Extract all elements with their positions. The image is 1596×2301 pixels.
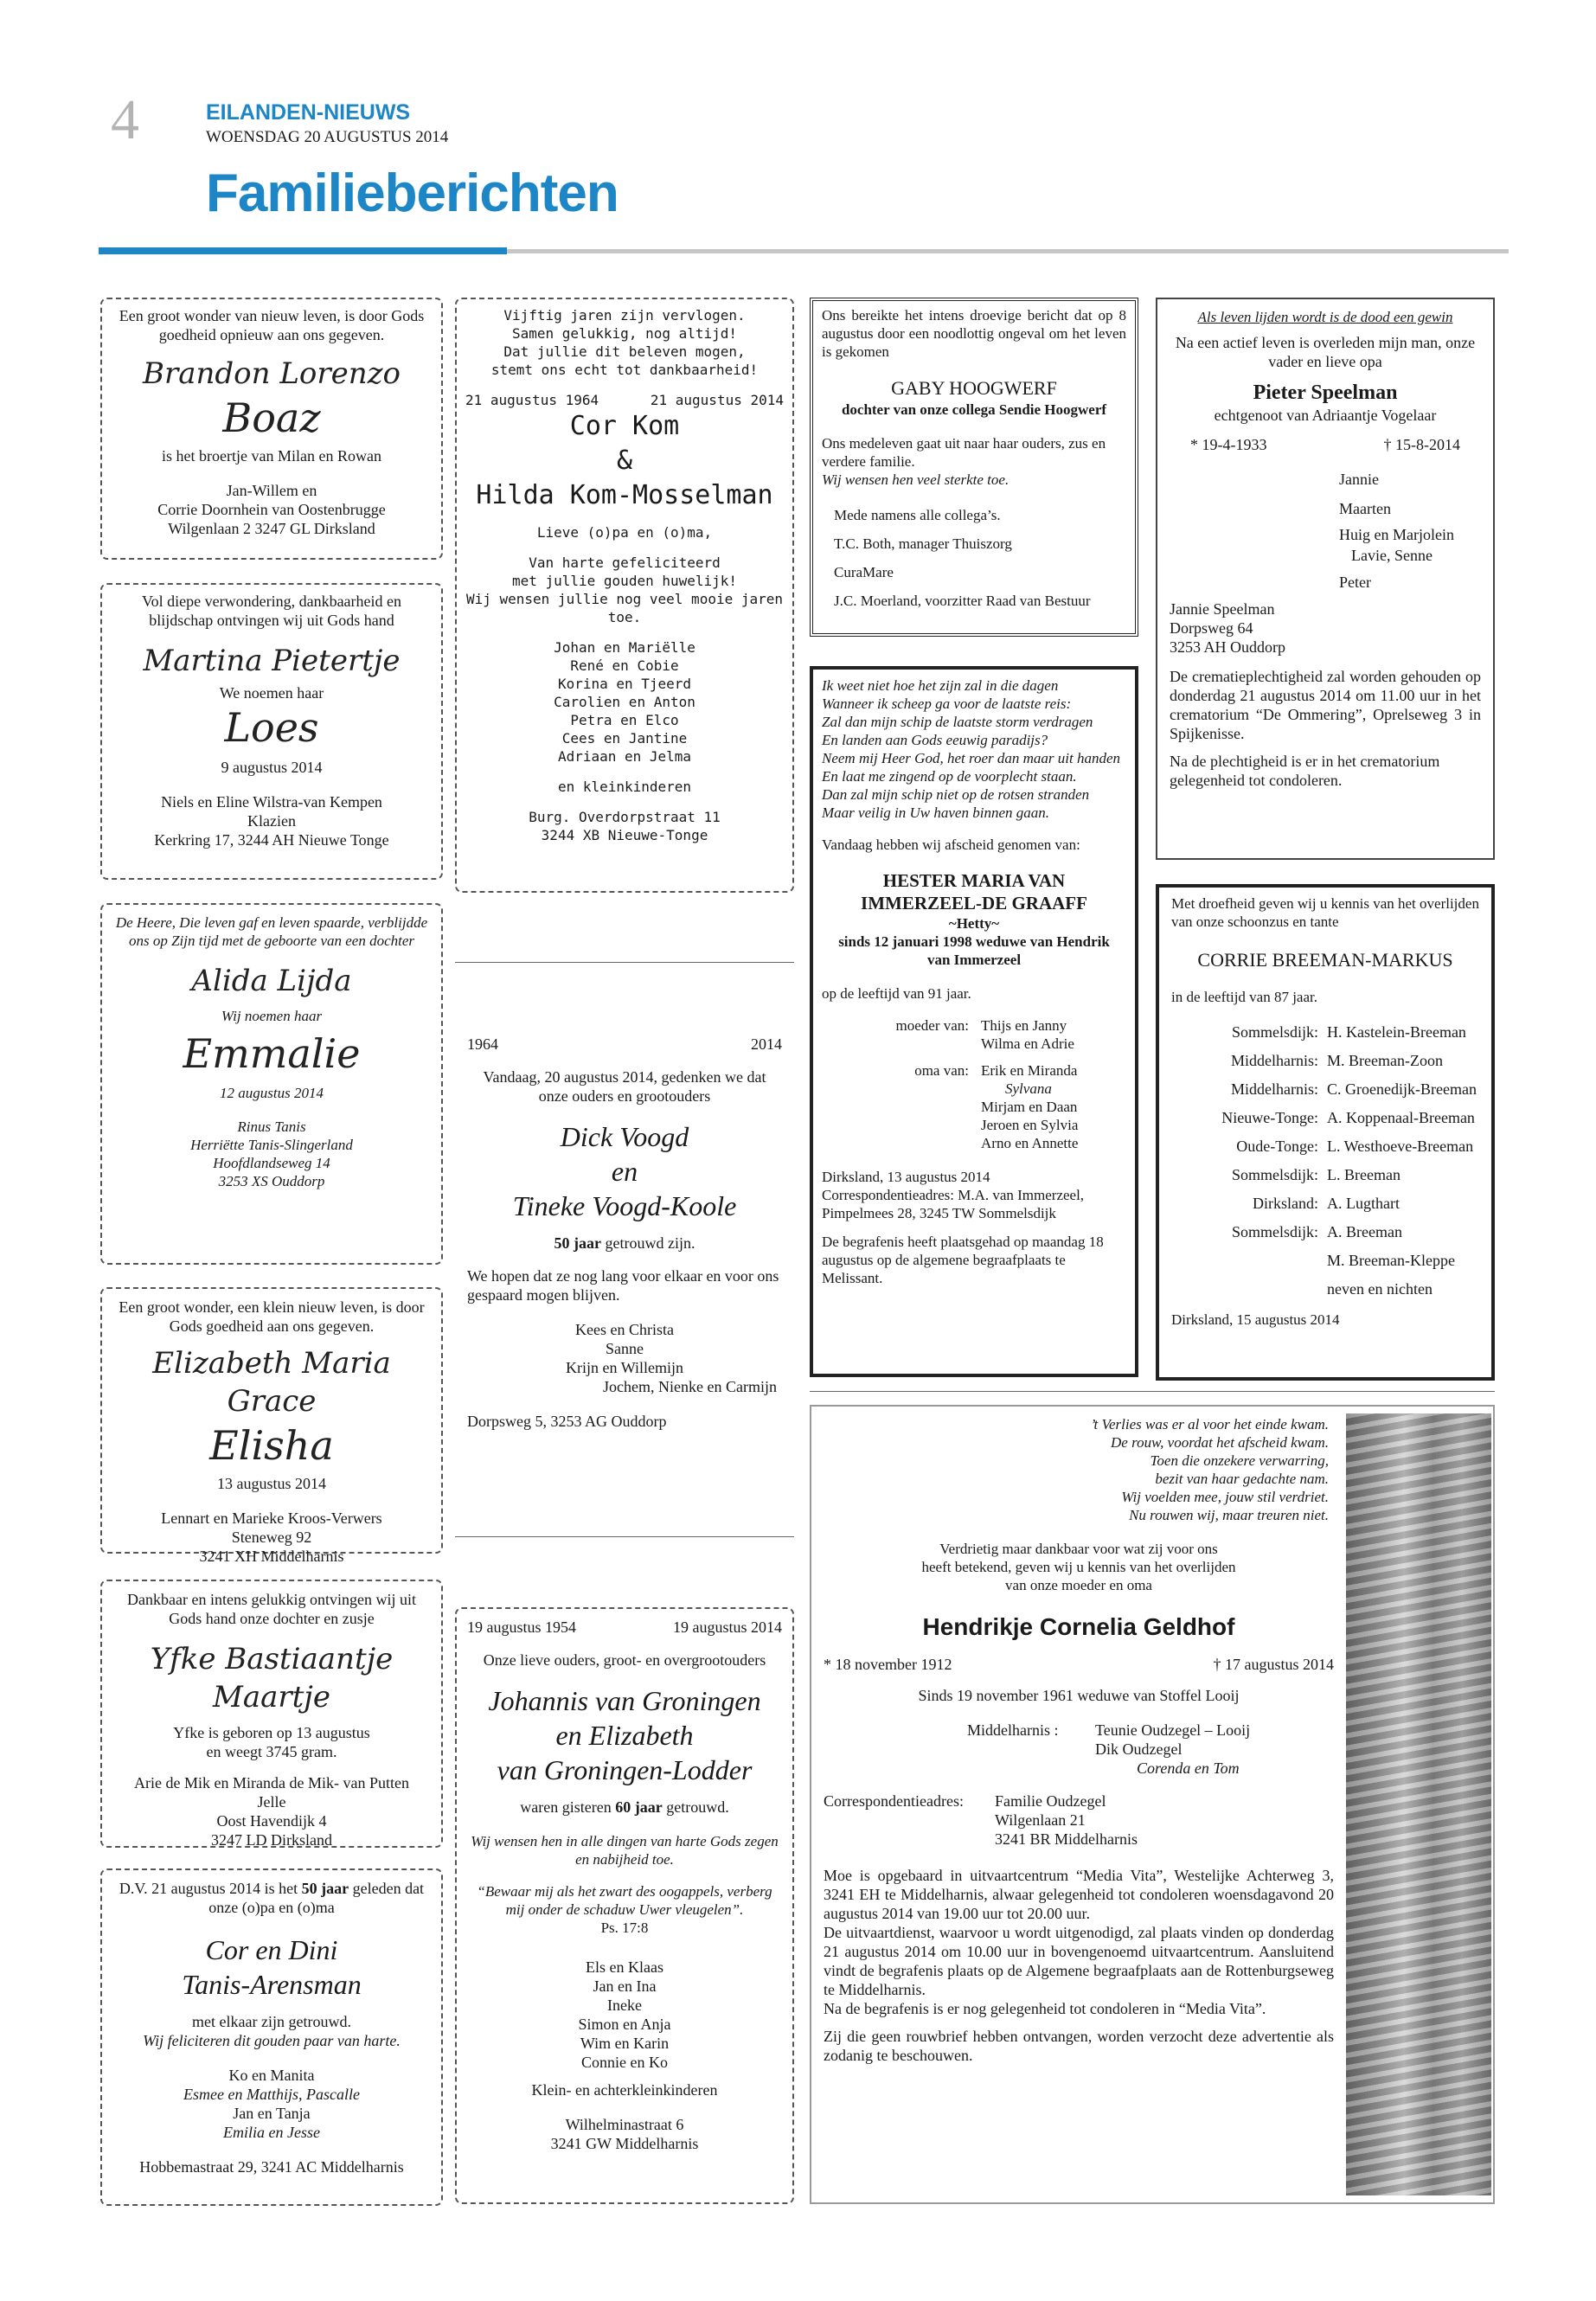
family-member: Maarten <box>1339 500 1391 517</box>
funeral-info: De begrafenis heeft plaatsgehad op maandag 18 augustus op de algemene begraafplaats te Melissant. <box>822 1234 1104 1286</box>
family-member: Connie en Ko <box>581 2054 668 2071</box>
widow-line: Sinds 19 november 1961 weduwe van Stoffel Looij <box>918 1687 1240 1704</box>
poem-line: En laat me zingend op de voorplecht staan. <box>822 768 1077 785</box>
family-block <box>824 1721 1334 1778</box>
ad-line: Wij noemen haar <box>221 1008 323 1024</box>
family-member: Krijn en Willemijn <box>566 1359 683 1376</box>
address: Kerkring 17, 3244 AH Nieuwe Tonge <box>154 831 389 849</box>
poem-line: De rouw, voordat het afscheid kwam. <box>1111 1434 1329 1451</box>
deceased-name: Pieter Speelman <box>1253 381 1398 404</box>
deceased-name: HESTER MARIA VAN <box>882 870 1066 891</box>
ad-line: Yfke is geboren op 13 augustus <box>173 1724 370 1741</box>
family-row: M. Breeman-Kleppe <box>1327 1252 1455 1269</box>
family-member: Jochem, Nienke en Carmijn <box>603 1378 777 1395</box>
family: Jan en Tanja <box>233 2105 311 2122</box>
correspondence: Correspondentieadres: M.A. van Immerzeel, Pimpelmees 28, 3245 TW Sommelsdijk <box>822 1187 1085 1221</box>
family-member: Wilma en Adrie <box>981 1035 1074 1052</box>
birth-date: 9 augustus 2014 <box>221 759 323 776</box>
death-ad-breeman <box>1156 884 1495 1381</box>
date-right: 21 augustus 2014 <box>650 392 784 408</box>
year-left: 1964 <box>467 1035 498 1053</box>
child-call-name: Emmalie <box>183 1030 361 1077</box>
family-member: Arno en Annette <box>981 1135 1079 1151</box>
address: Wilgenlaan 2 3247 GL Dirksland <box>168 520 375 537</box>
child-call-name: Elisha <box>209 1422 334 1469</box>
sibling: Klazien <box>247 812 296 830</box>
signature: T.C. Both, manager Thuiszorg <box>834 535 1012 552</box>
grandchildren: Klein- en achterkleinkinderen <box>531 2081 718 2099</box>
poem <box>824 1415 1334 1524</box>
wish: We hopen dat ze nog lang voor elkaar en voor ons gespaard mogen blijven. <box>467 1267 779 1304</box>
child-call-name: Boaz <box>222 394 321 441</box>
family-member: Sylvana <box>1005 1080 1052 1097</box>
section-bar-blue <box>99 247 507 254</box>
year-row <box>467 1035 782 1054</box>
family-member: Jan en Ina <box>593 1977 657 1995</box>
ad-line: is het broertje van Milan en Rowan <box>162 447 381 465</box>
birth-ad-emmalie <box>100 903 443 1265</box>
family-member: Thijs en Janny <box>981 1017 1067 1034</box>
poem-line: Wij voelden mee, jouw stil verdriet. <box>1121 1489 1329 1505</box>
parents: Niels en Eline Wilstra-van Kempen <box>161 793 382 811</box>
tree-photo <box>1346 1413 1491 2195</box>
poem-line: Dan zal mijn schip niet op de rotsen stranden <box>822 786 1090 803</box>
grandma-label: oma van: <box>914 1062 969 1079</box>
family-row: Oude-Tonge: L. Westhoeve-Breeman <box>1236 1138 1474 1155</box>
life-dates <box>1170 435 1481 454</box>
ad-intro: Een groot wonder, een klein nieuw leven, is door Gods goedheid aan ons gegeven. <box>119 1298 425 1335</box>
spouse: echtgenoot van Adriaantje Vogelaar <box>1214 407 1437 424</box>
parents: Jan-Willem en <box>226 482 317 499</box>
deceased-name: IMMERZEEL-DE GRAAFF <box>861 893 1087 913</box>
family-member: Johan en Mariëlle <box>554 639 695 656</box>
ad-line: met elkaar zijn getrouwd. <box>192 2013 351 2030</box>
motto: Als leven lijden wordt is de dood een gewin <box>1197 309 1453 325</box>
parents: Corrie Doornhein van Oostenbrugge <box>157 501 386 518</box>
address: 3253 XS Ouddorp <box>218 1173 325 1189</box>
name-2: en Elizabeth <box>555 1720 694 1751</box>
ampersand: & <box>616 445 633 476</box>
condolence-info: Na de plechtigheid is er in het crematorium gelegenheid tot condoleren. <box>1170 753 1440 789</box>
birth-ad-boaz <box>100 298 443 560</box>
date-left: 21 augustus 1964 <box>465 392 599 408</box>
poem-line: Toen die onzekere verwarring, <box>1150 1452 1329 1469</box>
family-member: Korina en Tjeerd <box>557 676 692 692</box>
poem-line: Samen gelukkig, nog altijd! <box>511 325 738 342</box>
anniversary-ad-voogd <box>460 1035 789 1476</box>
place-date: Dirksland, 15 augustus 2014 <box>1171 1311 1340 1328</box>
wish-line: met jullie gouden huwelijk! <box>511 573 738 589</box>
child-call-name: Loes <box>224 704 319 751</box>
death-ad-speelman <box>1156 298 1495 860</box>
ceremony-info: De crematieplechtigheid zal worden gehouden op donderdag 21 augustus 2014 om 11.00 uur in het crematorium “De Ommering”, Oprelseweg 3 in Spijkenisse. <box>1170 668 1481 742</box>
deceased-name: CORRIE BREEMAN-MARKUS <box>1197 949 1453 971</box>
family-row: neven en nichten <box>1327 1280 1433 1298</box>
ad-intro: Verdrietig maar dankbaar voor wat zij voor ons <box>939 1541 1218 1557</box>
section-title: Familieberichten <box>206 163 619 223</box>
ad-intro: Onze lieve ouders, groot- en overgrootouders <box>483 1651 766 1669</box>
divider <box>455 962 794 963</box>
year-right: 2014 <box>751 1035 782 1053</box>
deceased-name: GABY HOOGWERF <box>891 377 1057 399</box>
condolence-text: Ons medeleven gaat uit naar haar ouders, zus en verdere familie. <box>822 435 1106 470</box>
family-member: Huig en Marjolein <box>1339 526 1454 543</box>
family-member: Jannie <box>1339 471 1379 488</box>
family-member: Mirjam en Daan <box>981 1099 1078 1115</box>
address: 3241 XH Middelharnis <box>199 1548 344 1565</box>
nickname: ~Hetty~ <box>948 915 1000 932</box>
birth-ad-elisha <box>100 1287 443 1565</box>
bible-verse: “Bewaar mij als het zwart des oogappels, verberg mij onder de schaduw Uwer vleugelen”. <box>477 1883 772 1918</box>
birth-ad-loes <box>100 583 443 880</box>
family-member: Lavie, Senne <box>1351 547 1433 564</box>
place-date: Dirksland, 13 augustus 2014 <box>822 1169 990 1185</box>
birth-date: * 18 november 1912 <box>824 1656 952 1673</box>
family-member: Teunie Oudzegel – Looij <box>1095 1721 1251 1739</box>
family: Emilia en Jesse <box>223 2124 320 2141</box>
address: Steneweg 92 <box>231 1529 312 1546</box>
greeting: Lieve (o)pa en (o)ma, <box>536 524 713 541</box>
deceased-relation: dochter van onze collega Sendie Hoogwerf <box>841 401 1107 418</box>
correspondence-label: Correspondentieadres: <box>824 1792 964 1810</box>
widow-line: sinds 12 januari 1998 weduwe van Hendrik <box>838 933 1110 950</box>
ad-intro: Vol diepe verwondering, dankbaarheid en blijdschap ontvingen wij uit Gods hand <box>141 593 402 629</box>
family-row: Sommelsdijk: L. Breeman <box>1231 1166 1401 1183</box>
birth-date: * 19-4-1933 <box>1190 436 1267 453</box>
ad-line: Wij feliciteren dit gouden paar van harte. <box>143 2032 401 2049</box>
poem-line: Nu rouwen wij, maar treuren niet. <box>1129 1507 1329 1523</box>
family-member: Jeroen en Sylvia <box>981 1117 1079 1133</box>
death-date: † 17 augustus 2014 <box>1213 1656 1334 1673</box>
ad-intro: Met droefheid geven wij u kennis van het overlijden van onze schoonzus en tante <box>1171 895 1479 930</box>
name-2: Hilda Kom-Mosselman <box>476 480 773 510</box>
address: Dorpsweg 64 <box>1170 619 1253 637</box>
family-member: Dik Oudzegel <box>1095 1740 1183 1758</box>
mother-of <box>822 1016 1126 1053</box>
address: Dorpsweg 5, 3253 AG Ouddorp <box>467 1413 667 1430</box>
ad-line: en weegt 3745 gram. <box>206 1743 337 1760</box>
signature: CuraMare <box>834 564 894 580</box>
birth-ad-yfke <box>100 1580 443 1848</box>
notice-info: Zij die geen rouwbrief hebben ontvangen, worden verzocht deze advertentie als zodanig te beschouwen. <box>824 2028 1334 2064</box>
family-member: Simon en Anja <box>578 2016 671 2033</box>
death-ad-hester <box>810 666 1138 1377</box>
birth-date: 13 augustus 2014 <box>217 1475 326 1492</box>
child-names: Brandon Lorenzo <box>142 356 401 391</box>
ad-intro: De Heere, Die leven gaf en leven spaarde, verblijdde ons op Zijn tijd met de geboorte van een dochter <box>115 914 428 949</box>
wish-line: Wij wensen jullie nog veel mooie jaren toe. <box>465 591 784 625</box>
poem-line: bezit van haar gedachte nam. <box>1155 1471 1329 1487</box>
family: Esmee en Matthijs, Pascalle <box>183 2086 360 2103</box>
parents: Lennart en Marieke Kroos-Verwers <box>161 1509 382 1527</box>
condolence-info: Na de begrafenis is er nog gelegenheid tot condoleren in “Media Vita”. <box>824 2000 1266 2017</box>
family-label: Middelharnis : <box>967 1721 1059 1739</box>
family-member: Corenda en Tom <box>1137 1759 1240 1777</box>
couple-names: Tanis-Arensman <box>182 1969 362 2000</box>
address: Wilhelminastraat 6 <box>565 2116 684 2133</box>
age: op de leeftijd van 91 jaar. <box>822 985 971 1002</box>
wish: Wij wensen hen in alle dingen van harte Gods zegen en nabijheid toe. <box>471 1833 779 1868</box>
address: Hobbemastraat 29, 3241 AC Middelharnis <box>139 2158 404 2176</box>
name-2: en <box>611 1156 638 1187</box>
birth-date: 12 augustus 2014 <box>220 1085 324 1101</box>
divider <box>455 1536 794 1537</box>
ad-intro: van onze moeder en oma <box>1005 1577 1152 1593</box>
name-3: van Groningen-Lodder <box>497 1754 753 1785</box>
couple-names: Cor en Dini <box>205 1934 338 1965</box>
address: 3241 GW Middelharnis <box>550 2135 699 2152</box>
correspondence-line: 3241 BR Middelharnis <box>995 1830 1138 1848</box>
name-3: Tineke Voogd-Koole <box>512 1190 737 1221</box>
life-dates <box>824 1655 1334 1674</box>
address: 3244 XB Nieuwe-Tonge <box>541 827 708 843</box>
poem-line: Neem mij Heer God, het roer dan maar uit handen <box>822 750 1120 766</box>
issue-date: WOENSDAG 20 AUGUSTUS 2014 <box>206 128 449 146</box>
family-list <box>1170 465 1481 599</box>
age: in de leeftijd van 87 jaar. <box>1171 989 1317 1005</box>
date-row <box>465 391 784 409</box>
family-row: Sommelsdijk: H. Kastelein-Breeman <box>1231 1023 1466 1041</box>
family-member: Kees en Christa <box>575 1321 674 1338</box>
ad-line: We noemen haar <box>219 684 324 702</box>
correspondence-line: Familie Oudzegel <box>995 1792 1106 1810</box>
parents: Arie de Mik en Miranda de Mik- van Putten <box>134 1774 409 1791</box>
ad-intro: Vandaag hebben wij afscheid genomen van: <box>822 836 1080 853</box>
verse-reference: Ps. 17:8 <box>600 1920 649 1936</box>
service-info: De uitvaartdienst, waarvoor u wordt uitgenodigd, zal plaats vinden op donderdag 21 augustus 2014 om 10.00 uur in bovengenoemd uitvaartcentrum. Aansluitend vindt de begrafenis plaats op de Algemene begraafplaats aan de Rottenburgseweg te Middelharnis. <box>824 1924 1334 1998</box>
anniversary-ad-tanis <box>100 1868 443 2206</box>
family: Ko en Manita <box>228 2067 315 2084</box>
address: 3253 AH Ouddorp <box>1170 638 1285 656</box>
address: Jannie Speelman <box>1170 600 1275 618</box>
poem-line: Dat jullie dit beleven mogen, <box>503 343 746 360</box>
poem-line: Zal dan mijn schip de laatste storm verdragen <box>822 714 1093 730</box>
anniversary-ad-kom <box>455 298 794 893</box>
family-row: Nieuwe-Tonge: A. Koppenaal-Breeman <box>1221 1109 1475 1126</box>
widow-line: van Immerzeel <box>926 952 1022 968</box>
family-member: René en Cobie <box>570 657 679 674</box>
family-row: Dirksland: A. Lugthart <box>1253 1195 1400 1212</box>
anniversary-ad-groningen <box>455 1607 794 2204</box>
poem-line: Maar veilig in Uw haven binnen gaan. <box>822 804 1049 821</box>
condolence-text: Wij wensen hen veel sterkte toe. <box>822 471 1010 488</box>
deceased-name: Hendrikje Cornelia Geldhof <box>922 1613 1235 1640</box>
divider <box>810 1391 1495 1392</box>
child-names: Alida Lijda <box>191 964 352 998</box>
family-member: Els en Klaas <box>586 1958 663 1976</box>
viewing-info: Moe is opgebaard in uitvaartcentrum “Media Vita”, Westelijke Achterweg 3, 3241 EH te Middelharnis, alwaar gelegenheid tot condoleren woensdagavond 20 augustus 2014 van 19.00 uur tot 20.00 uur. <box>824 1867 1334 1922</box>
ad-intro: heeft betekend, geven wij u kennis van het overlijden <box>921 1559 1236 1575</box>
correspondence-line: Wilgenlaan 21 <box>995 1811 1086 1829</box>
date-right: 19 augustus 2014 <box>673 1618 782 1636</box>
address: Oost Havendijk 4 <box>216 1812 327 1830</box>
family-member: Cees en Jantine <box>561 730 688 747</box>
years-married: waren gisteren 60 jaar getrouwd. <box>520 1798 729 1816</box>
wish-line: Van harte gefeliciteerd <box>529 554 721 571</box>
poem-line: Vijftig jaren zijn vervlogen. <box>503 307 746 324</box>
child-names: Elizabeth Maria Grace <box>152 1346 391 1419</box>
poem-line: stemt ons echt tot dankbaarheid! <box>490 362 759 378</box>
address: 3247 LD Dirksland <box>211 1831 332 1849</box>
grandchildren: en kleinkinderen <box>557 779 692 795</box>
sibling: Jelle <box>257 1793 286 1811</box>
date-left: 19 augustus 1954 <box>467 1618 576 1636</box>
death-ad-geldhof <box>810 1405 1495 2204</box>
name-1: Dick Voogd <box>560 1121 689 1152</box>
ad-intro: Na een actief leven is overleden mijn man, onze vader en lieve opa <box>1175 334 1476 370</box>
name-1: Johannis van Groningen <box>488 1685 761 1716</box>
poem-line: ’t Verlies was er al voor het einde kwam. <box>1090 1416 1329 1433</box>
death-date: † 15-8-2014 <box>1383 436 1460 453</box>
family-member: Ineke <box>607 1997 642 2014</box>
mother-label: moeder van: <box>895 1017 969 1034</box>
family-member: Petra en Elco <box>570 712 679 728</box>
ad-intro: D.V. 21 augustus 2014 is het 50 jaar geleden dat onze (o)pa en (o)ma <box>119 1880 425 1916</box>
family-row: Middelharnis: C. Groenedijk-Breeman <box>1231 1080 1477 1098</box>
years-married: 50 jaar getrouwd zijn. <box>554 1234 695 1252</box>
child-names: Yfke Bastiaantje Maartje <box>150 1642 394 1715</box>
family-row: Sommelsdijk: A. Breeman <box>1231 1223 1402 1240</box>
family-member: Wim en Karin <box>580 2035 670 2052</box>
parents: Herriëtte Tanis-Slingerland <box>190 1137 353 1153</box>
family-member: Erik en Miranda <box>981 1062 1078 1079</box>
signature: J.C. Moerland, voorzitter Raad van Bestuur <box>834 593 1091 609</box>
ad-intro: Een groot wonder van nieuw leven, is door Gods goedheid opnieuw aan ons gegeven. <box>119 307 425 343</box>
address: Hoofdlandseweg 14 <box>213 1155 330 1171</box>
correspondence-block <box>824 1791 1334 1849</box>
name-1: Cor Kom <box>569 411 680 441</box>
poem-line: Ik weet niet hoe het zijn zal in die dagen <box>822 677 1059 694</box>
death-ad-gaby <box>810 298 1138 637</box>
date-row <box>467 1618 782 1637</box>
ad-intro: Ons bereikte het intens droevige bericht dat op 8 augustus door een noodlottig ongeval om het leven is gekomen <box>822 307 1126 360</box>
family-member: Carolien en Anton <box>554 694 695 710</box>
section-bar-grey <box>507 249 1509 253</box>
family-member: Adriaan en Jelma <box>557 748 692 765</box>
family-member: Sanne <box>606 1340 644 1357</box>
address: Burg. Overdorpstraat 11 <box>529 809 721 825</box>
grandma-of <box>822 1061 1126 1152</box>
ad-intro: Dankbaar en intens gelukkig ontvingen wij uit Gods hand onze dochter en zusje <box>127 1591 416 1627</box>
child-names: Martina Pietertje <box>143 644 401 678</box>
parents: Rinus Tanis <box>237 1118 306 1135</box>
signature: Mede namens alle collega’s. <box>834 507 1001 523</box>
family-row: Middelharnis: M. Breeman-Zoon <box>1231 1052 1443 1069</box>
newspaper-name: EILANDEN-NIEUWS <box>206 100 411 125</box>
poem-line: Wanneer ik scheep ga voor de laatste reis: <box>822 695 1072 712</box>
page-number: 4 <box>111 88 139 151</box>
family-table <box>1171 1018 1479 1304</box>
poem-line: En landen aan Gods eeuwig paradijs? <box>822 732 1048 748</box>
family-member: Peter <box>1339 574 1371 591</box>
ad-intro: Vandaag, 20 augustus 2014, gedenken we dat onze ouders en grootouders <box>483 1068 766 1105</box>
